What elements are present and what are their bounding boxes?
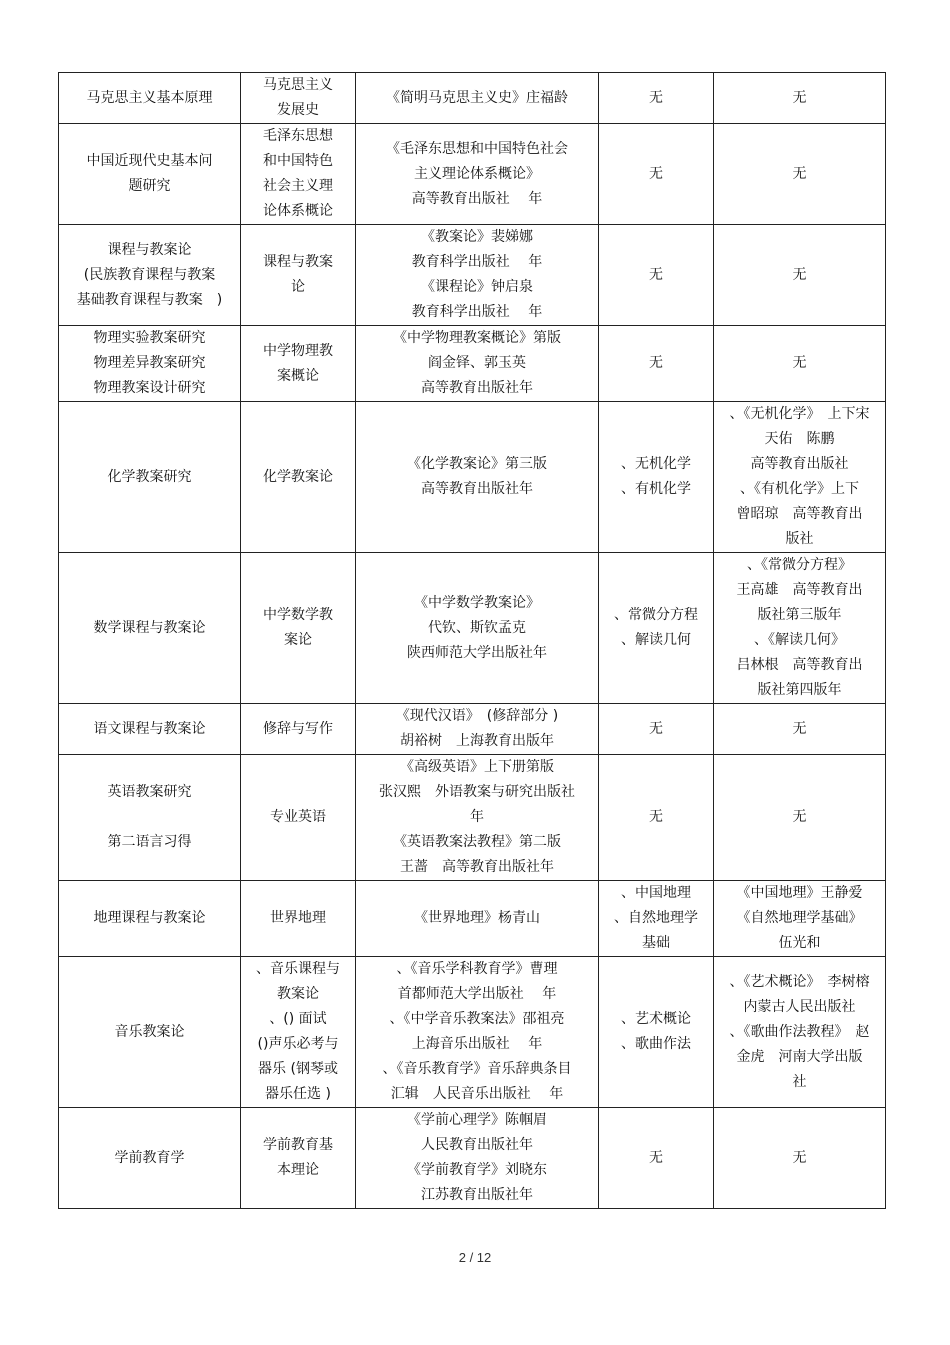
cell-line: 教育科学出版社 年	[411, 304, 543, 320]
cell-line: 论体系概论	[263, 203, 333, 219]
cell-line: 吕林根 高等教育出	[736, 657, 863, 673]
cell-line: 、《歌曲作法教程》 赵	[729, 1023, 870, 1040]
cell-line: 、艺术概论	[621, 1011, 691, 1027]
cell-line: 中学数学教	[263, 607, 333, 623]
extra-textbook-cell	[714, 704, 886, 755]
exam-subject-cell	[59, 124, 241, 225]
cell-line: 无	[792, 165, 807, 182]
cell-line: 、解读几何	[621, 632, 691, 648]
table-row	[59, 326, 886, 402]
cell-line: 王高雄 高等教育出	[736, 582, 863, 598]
cell-line: 、《解读几何》	[754, 632, 845, 648]
exam-subject-cell	[59, 402, 241, 553]
exam-subject-cell	[59, 957, 241, 1108]
cell-line: 物理实验教案研究	[93, 330, 206, 346]
cell-line: 论	[291, 279, 305, 295]
extra-textbook-cell	[714, 1108, 886, 1209]
course-cell	[241, 326, 356, 402]
cell-line: 学前教育学	[114, 1149, 185, 1166]
table-row	[59, 1108, 886, 1209]
cell-line: 、《有机化学》上下	[740, 481, 859, 497]
course-cell	[241, 402, 356, 553]
textbook-cell	[356, 326, 599, 402]
cell-line: 中国近现代史基本问	[86, 153, 213, 169]
extra-textbook-cell	[714, 881, 886, 957]
cell-line: 版社第四版年	[757, 682, 842, 698]
textbook-cell	[356, 73, 599, 124]
cell-line: 《学前教育学》刘晓东	[407, 1162, 547, 1178]
extra-textbook-cell	[714, 73, 886, 124]
cell-line: 首都师范大学出版社 年	[397, 986, 557, 1002]
extra-textbook-cell	[714, 957, 886, 1108]
cell-line: 无	[792, 1149, 807, 1166]
extra-textbook-cell	[714, 553, 886, 704]
exam-subject-cell	[59, 755, 241, 881]
cell-line: 题研究	[128, 178, 171, 194]
cell-line: 张汉熙 外语教案与研究出版社	[379, 784, 575, 800]
cell-line: 胡裕树 上海教育出版年	[400, 733, 554, 749]
cell-line: 天佑 陈鹏	[764, 431, 835, 447]
cell-line: 马克思主义基本原理	[86, 89, 213, 106]
cell-line: 基础教育课程与教案 )	[76, 291, 223, 308]
table-row	[59, 755, 886, 881]
cell-line: 基础	[642, 935, 670, 951]
textbook-cell	[356, 755, 599, 881]
cell-line: 物理教案设计研究	[93, 380, 206, 396]
exam-subject-cell	[59, 553, 241, 704]
textbook-cell	[356, 704, 599, 755]
cell-line: 上海音乐出版社 年	[411, 1036, 543, 1052]
cell-line: 、常微分方程	[614, 607, 698, 623]
cell-line: 第二语言习得	[107, 834, 192, 850]
extra-subject-cell	[599, 124, 714, 225]
cell-line: 修辞与写作	[263, 720, 333, 737]
course-cell	[241, 755, 356, 881]
cell-line: 、自然地理学	[614, 910, 698, 926]
textbook-cell	[356, 553, 599, 704]
course-cell	[241, 553, 356, 704]
cell-line: 中学物理教	[263, 342, 333, 359]
extra-subject-cell	[599, 326, 714, 402]
textbook-cell	[356, 881, 599, 957]
cell-line: 《高级英语》上下册第版	[400, 759, 554, 775]
extra-textbook-cell	[714, 225, 886, 326]
cell-line: 伍光和	[778, 935, 821, 951]
cell-line: 无	[792, 355, 807, 371]
cell-line: 音乐教案论	[114, 1023, 185, 1040]
cell-line: 《世界地理》杨青山	[414, 910, 540, 926]
extra-subject-cell	[599, 704, 714, 755]
cell-line: 阎金铎、郭玉英	[428, 355, 526, 371]
cell-line: 、《中学音乐教案法》邵祖亮	[389, 1011, 565, 1027]
table-row	[59, 881, 886, 957]
table-row	[59, 225, 886, 326]
extra-subject-cell	[599, 755, 714, 881]
course-cell	[241, 881, 356, 957]
cell-line: 英语教案研究	[107, 784, 192, 800]
cell-line: 课程与教案论	[107, 241, 192, 258]
cell-line: 、《音乐学科教育学》曹理	[396, 961, 558, 977]
cell-line: 年	[470, 809, 484, 825]
cell-line: 发展史	[277, 102, 319, 118]
table-row	[59, 553, 886, 704]
cell-line: 人民教育出版社年	[421, 1137, 533, 1153]
extra-subject-cell	[599, 957, 714, 1108]
cell-line: 案论	[284, 632, 312, 648]
course-cell	[241, 124, 356, 225]
cell-line: 教育科学出版社 年	[411, 254, 543, 270]
table-row	[59, 704, 886, 755]
cell-line: 金虎 河南大学出版	[736, 1048, 863, 1065]
table-row	[59, 124, 886, 225]
extra-subject-cell	[599, 402, 714, 553]
cell-line: 器乐任选 )	[265, 1086, 331, 1102]
textbook-cell	[356, 225, 599, 326]
textbook-cell	[356, 124, 599, 225]
exam-subject-cell	[59, 704, 241, 755]
extra-subject-cell	[599, 1108, 714, 1209]
cell-line: 内蒙古人民出版社	[743, 998, 856, 1015]
extra-subject-cell	[599, 553, 714, 704]
exam-subject-cell	[59, 1108, 241, 1209]
cell-line: 《英语教案法教程》第二版	[393, 834, 561, 850]
cell-line: 《教案论》裴娣娜	[421, 229, 533, 245]
course-cell	[241, 704, 356, 755]
course-cell	[241, 957, 356, 1108]
table-row	[59, 402, 886, 553]
cell-line: 案概论	[277, 367, 319, 384]
courses-table	[58, 72, 886, 1209]
course-cell	[241, 73, 356, 124]
exam-subject-cell	[59, 225, 241, 326]
cell-line: 本理论	[277, 1162, 319, 1178]
cell-line: 高等教育出版社	[750, 456, 849, 472]
extra-textbook-cell	[714, 402, 886, 553]
cell-line: 、《艺术概论》 李树榕	[729, 973, 870, 990]
cell-line: 无	[649, 355, 663, 371]
cell-line: 高等教育出版社年	[421, 380, 533, 396]
cell-line: 马克思主义	[263, 77, 333, 93]
course-cell	[241, 1108, 356, 1209]
exam-subject-cell	[59, 881, 241, 957]
cell-line: 《中学数学教案论》	[414, 594, 540, 611]
cell-line: 《自然地理学基础》	[736, 910, 863, 926]
cell-line: 无	[649, 1149, 663, 1166]
cell-line: 、中国地理	[621, 885, 691, 901]
cell-line: 和中国特色	[263, 153, 333, 169]
cell-line: 课程与教案	[263, 254, 333, 270]
cell-line: 主义理论体系概论》	[414, 165, 540, 182]
textbook-cell	[356, 957, 599, 1108]
cell-line: 数学课程与教案论	[93, 619, 206, 636]
cell-line: 无	[649, 266, 663, 283]
cell-line: 物理差异教案研究	[93, 355, 206, 371]
extra-textbook-cell	[714, 755, 886, 881]
cell-line: 专业英语	[270, 809, 326, 825]
cell-line: 陕西师范大学出版社年	[407, 644, 547, 661]
extra-subject-cell	[599, 73, 714, 124]
cell-line: 社	[792, 1073, 807, 1090]
cell-line: 《简明马克思主义史》庄福龄	[386, 89, 568, 106]
cell-line: 无	[649, 809, 663, 825]
table-row	[59, 73, 886, 124]
cell-line: 无	[792, 809, 807, 825]
cell-line: 无	[792, 720, 807, 737]
cell-line: 器乐 (钢琴或	[258, 1061, 338, 1077]
textbook-cell	[356, 402, 599, 553]
cell-line: 、《无机化学》 上下宋	[729, 406, 870, 422]
cell-line: 汇辑 人民音乐出版社 年	[390, 1086, 564, 1102]
exam-subject-cell	[59, 73, 241, 124]
cell-line: 江苏教育出版社年	[421, 1187, 533, 1203]
cell-line: 地理课程与教案论	[93, 910, 206, 926]
cell-line: 《化学教案论》第三版	[407, 456, 547, 472]
cell-line: 语文课程与教案论	[93, 720, 206, 737]
cell-line: 、音乐课程与	[256, 961, 340, 977]
extra-textbook-cell	[714, 124, 886, 225]
table-row	[59, 957, 886, 1108]
cell-line: 、歌曲作法	[621, 1036, 691, 1052]
cell-line: 无	[649, 89, 663, 106]
cell-line: 高等教育出版社 年	[411, 190, 543, 207]
cell-line: 、《常微分方程》	[747, 557, 852, 573]
cell-line: 世界地理	[270, 910, 326, 926]
cell-line: ()声乐必考与	[257, 1036, 339, 1052]
cell-line: 王蔷 高等教育出版社年	[400, 859, 554, 875]
cell-line: 《中国地理》王静爱	[736, 885, 863, 901]
cell-line: 《毛泽东思想和中国特色社会	[386, 140, 568, 157]
exam-subject-cell	[59, 326, 241, 402]
cell-line: (民族教育课程与教案	[83, 266, 216, 283]
cell-line: 《现代汉语》 (修辞部分 )	[395, 708, 559, 724]
cell-line: 、() 面试	[269, 1011, 327, 1027]
cell-line: 教案论	[277, 986, 319, 1002]
cell-line: 毛泽东思想	[263, 128, 333, 144]
page-number: 2 / 12	[458, 1250, 492, 1265]
cell-line: 无	[792, 266, 807, 283]
cell-line: 无	[649, 720, 663, 737]
extra-subject-cell	[599, 225, 714, 326]
cell-line: 代钦、斯钦孟克	[428, 619, 526, 636]
cell-line: 《学前心理学》陈帼眉	[407, 1112, 547, 1128]
cell-line: 版社第三版年	[757, 607, 842, 623]
cell-line	[63, 805, 236, 830]
extra-textbook-cell	[714, 326, 886, 402]
cell-line: 社会主义理	[263, 178, 333, 194]
cell-line: 无	[649, 165, 663, 182]
course-cell	[241, 225, 356, 326]
cell-line: 《课程论》钟启泉	[421, 279, 533, 295]
cell-line: 化学教案研究	[107, 468, 192, 485]
cell-line: 高等教育出版社年	[421, 481, 533, 497]
cell-line: 版社	[785, 531, 814, 547]
cell-line: 、《音乐教育学》音乐辞典条目	[382, 1061, 572, 1077]
cell-line: 化学教案论	[263, 468, 333, 485]
cell-line: 、无机化学	[621, 456, 691, 472]
extra-subject-cell	[599, 881, 714, 957]
cell-line: 学前教育基	[263, 1137, 333, 1153]
cell-line: 、有机化学	[621, 481, 691, 497]
cell-line: 无	[792, 89, 807, 106]
cell-line: 曾昭琼 高等教育出	[736, 506, 863, 522]
cell-line: 《中学物理教案概论》第版	[393, 330, 561, 346]
textbook-cell	[356, 1108, 599, 1209]
